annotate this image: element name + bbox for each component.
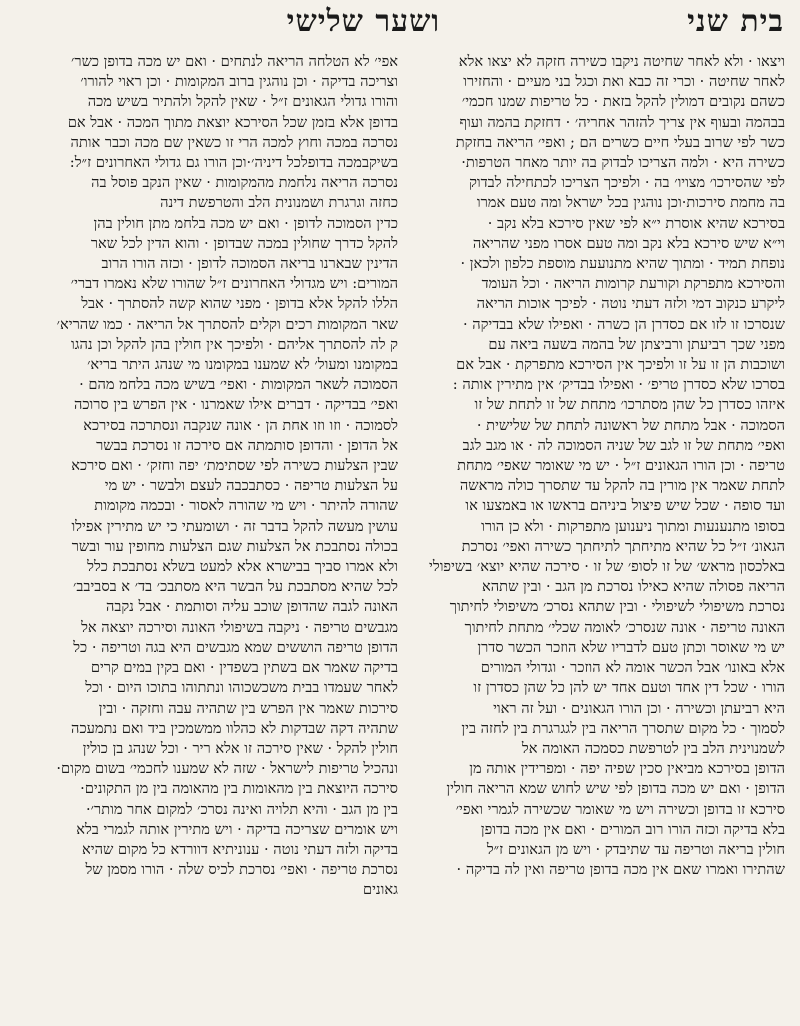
text-line: הללו להקל אלא בדופן · מפני שהוא קשה להסתרך · אבל <box>81 295 398 313</box>
text-line: טריפה · וכן הורו הגאונים ז״ל · יש מי שאומר שאפי׳ מתחת <box>457 457 785 475</box>
text-line: יש מי שאוסר וכתן טעם לדבריו שלא הוזכר הכשר סדרן <box>477 638 785 656</box>
header-left-title: ושער שלישי <box>286 4 440 39</box>
text-line: עושין מעשה להקל בדבר זה · ושומעתי כי יש מתירין אפילו <box>71 517 398 535</box>
text-line: ק לה להסתרך אליהם · ולפיכך אין חולין בהן להקל וכן נהגו <box>70 335 398 353</box>
text-line: וי״א שיש סירכא בלא נקב ומה טעם אסרו מפני שהריאה <box>472 234 785 252</box>
text-line: כשירה היא · ולמה הצריכו לבדוק בה יותר מאחר הטרפות· <box>461 154 785 172</box>
text-line: שהתירו ואמרו שאם אין מכה בדופן טריפה ואין לה בדיקה · <box>456 861 785 879</box>
text-line: גאונים <box>363 881 398 899</box>
text-line: שתהיה דקה שבדקות לא כהלוו ממשמכין ביד ואם נתמעכה <box>71 719 398 737</box>
text-line: נסרכה הריאה נלחמת מהמקומות · שאין הנקב פוסל בה <box>91 174 398 192</box>
text-line: המורים: ויש מגדולי האחרונים ז״ל שהורו שלא נאמרו דברי׳ <box>70 275 398 293</box>
text-line: מגבשים טריפה · ניקבה בשיפולי האונה וסירכה יוצאה אל <box>81 618 398 636</box>
text-line: היא רביעתן וכשירה · וכן הורו הגאונים · ועל זה ראוי <box>493 699 785 717</box>
text-line: הסמוכה · אבל מתחת של ראשונה לתחת של שלישית · <box>476 416 785 434</box>
header-right-title: בית שני <box>687 4 784 39</box>
text-line: על הצלעות טריפה · כסתבכבה לעצם ולבשר · יש מי <box>104 477 398 495</box>
text-line: כחזה וגרגרת ושמנונית הלב והטרפשת דינה <box>160 194 398 212</box>
text-line: כשר לפי שרוב בעלי חיים כשרים הם ; ואפי׳ הריאה בחזקת <box>455 133 785 151</box>
text-line: נופחת תמיד · ומתוך שהיא מתנועעת מוספת כלפון ולכאן · <box>460 255 785 273</box>
text-line: חולין להקל · שאין סירכה זו אלא ריר · וכל שנהג בן כולין <box>82 739 398 757</box>
running-header <box>0 0 800 46</box>
text-line: בכולה נסתבכת אל הצלעות שגם הצלעות מחופין עור ובשר <box>71 537 398 555</box>
text-line: לאחר שחיטה · וכרי זה כבא ואת וכגל בני מעיים · והחזירו <box>463 73 785 91</box>
text-column-left <box>28 52 398 1012</box>
text-line: אפי׳ לא הטלחה הריאה לנתחים · ואם יש מכה בדופן כשר׳ <box>71 53 398 70</box>
text-line: סירכא זו בדופן וכשירה ויש מי שאומר שכשירה לגמרי ואפי׳ <box>455 800 785 818</box>
text-line: האונה טריפה · אונה שנסרכ׳ לאומה שכלי׳ מתחת לחיתוך <box>464 618 785 636</box>
text-line: מפני שכך רביעתן ורביצתן של בהמה בשעה ביאה עם <box>488 335 785 353</box>
text-line: ליקרע כנקוב דמי ולזה דעתי נוטה · לפיכך אוכות הריאה <box>476 295 785 313</box>
text-line: הדינין שבארנו בריאה הסמוכה לדופן · וכזה הורו הרוב <box>101 255 398 273</box>
text-line: שאר המקומות רכים וקלים להסתרך אל הריאה · כמו שהריא׳ <box>56 315 398 333</box>
text-line: ואפי׳ מתחת של זו לגב של שניה הסמוכה לה · או מגב לגב <box>462 436 785 454</box>
text-line: לאחר שעמדו בבית משכשכוהו ונתתוהו בתוכו היום · וכל <box>85 679 398 697</box>
text-line: באלכסון מראש׳ של זו לסופ׳ של זו · סירכה שהיא יוצא׳ בשיפולי <box>429 558 785 576</box>
text-line: להקל כדרך שחולין במכה שבדופן · והוא הדין לכל שאר <box>90 234 398 252</box>
text-line: ועד סופה · שכל שיש פיצול ביניהם בראשו או באמצעו או <box>465 497 785 515</box>
text-line: בשיקבמכה בדופלכל דיניה׳·וכן הורו גם גדולי האחרונים ז״ל: <box>69 154 398 172</box>
text-line: ושוכבות הן זו על זו ולפיכך אין הסירכא מתפרקת · אבל אם <box>456 356 785 374</box>
text-line: הדופן · ואם יש מכה בדופן לפי שיש לחוש שמא הריאה חולין <box>446 780 785 798</box>
text-line: הדופן טריפה הוששים שמא מגבשים היא בגה וטריפה · כל <box>73 638 398 656</box>
text-line: וצריכה בדיקה · וכן נוהגין ברוב המקומות · וכן ראוי להורו׳ <box>80 73 398 91</box>
text-line: נסרכת משיפולי לשיפולי · ובין שתהא נסרכ׳ משיפולי לחיתוך <box>449 598 785 616</box>
text-line: לשמנוינית הלב בין לטרפשת כסמכה האומה אל <box>521 739 785 757</box>
text-line: נסרכת טריפה · ואפי׳ נסרכת לכיס שלה · הורו מסמן של <box>85 861 398 879</box>
text-line: בדופן אלא בזמן שכל הסירכא יוצאת מתוך המכה · אבל אם <box>67 113 398 131</box>
text-line: בסירכא שהיא אוסרת י״א לפי שאין סירכא בלא נקב · <box>487 214 785 232</box>
text-line: בדיקה שאמר אם בשתין בשפדין · ואם בקין במים קרים <box>90 659 398 677</box>
text-line: שהורה להיתר · ויש מי שהורה לאסור · ובכמה מקומות <box>94 497 398 515</box>
text-line: כשהם נקובים דמולין להקל בזאת · כל טריפות שמנו חכמי׳ <box>461 93 785 111</box>
text-line: הדופן בסירכא מביאין סכין שפיה יפה · ומפרידין אותה מן <box>469 760 785 778</box>
text-line: שבין הצלעות כשירה לפי שסתימת׳ יפה וחזק׳ · ואם סירכא <box>71 457 398 475</box>
text-line: והסירכא מתפרקת וקורעת קרומות הריאה · וכל העומד <box>481 275 785 293</box>
text-line: סירכות שאמר אין הפרש בין שתהיה עבה וחזקה · ובין <box>98 699 398 717</box>
text-line: שנסרכו זו לזו אם כסדרן הן כשרה · ואפילו שלא בבדיקה · <box>462 315 785 333</box>
text-line: ויצאו · ולא לאחר שחיטה ניקבו כשירה חזקה לא יצאו אלא <box>458 53 785 70</box>
text-line: אל הדופן · והדופן סותמתה אם סירכה זו נסרכת בבשר <box>96 436 398 454</box>
text-line: ונהכיל טריפות לישראל · שזה לא שמענו לחכמי׳ בשום מקום· <box>56 760 398 778</box>
text-line: במקומנו ומעול׳ לא שמענו במקומנו מי שנהג היתר בריא׳ <box>87 356 398 374</box>
text-line: לכל שהיא מסתבכת על הבשר היא מסתבכ׳ בד׳ א בסביבב׳ <box>73 578 398 596</box>
text-line: הסמוכה לשאר המקומות · ואפי׳ בשיש מכה בלחמ מהם · <box>79 376 398 394</box>
text-line: בין מן הגב · והיא תלויה ואינה נסרכ׳ למקום אחר מותר׳· <box>86 800 398 818</box>
text-line: איזהו כסדרן כל שהן מסתרכו׳ מתחת של זו לתחת של זו <box>474 396 785 414</box>
text-line: לתחת שאמר אין מורין בה להקל עד שתסרך כולה מראשה <box>459 477 785 495</box>
text-line: לסמוך · כל מקום שתסרך הריאה בין לגגרגרת בין לחזה בין <box>461 719 785 737</box>
text-line: ולא אמרו סביך בבישרא אלא למעט בשלא נסתבכת כלל <box>87 558 398 576</box>
text-line: ויש אומרים שצריכה בדיקה · ויש מתירין אותה לגמרי בלא <box>76 820 398 838</box>
text-line: נסרכה במכה וחוץ למכה הרי זו כשאין שם מכה וכבר אותה <box>70 133 398 151</box>
text-line: הריאה פסולה שהיא כאילו נסרכת מן הגב · ובין שתהא <box>482 578 785 596</box>
text-line: סירכה היוצאת בין מהאומות בין מהאומה בין מן התקונים· <box>80 780 398 798</box>
text-line: הגאונ׳ ז״ל כל שהיא מתיחתך לתיחתך כשירה ואפי׳ נסרכת <box>461 537 785 555</box>
text-line: בבהמה ובעוף אין צריך להזהר אחריה׳ · דחזקת בהמה ועוף <box>459 113 785 131</box>
text-line: אלא באונו׳ אבל הכשר אומה לא הוזכר · וגדולי המורים <box>480 659 785 677</box>
text-column-right <box>410 52 785 1012</box>
text-line: הורו · שכל דין אחד וטעם אחד יש להן כל שהן כסדרן זו <box>473 679 785 697</box>
text-line: בסופו מתנענעות ומתוך ניענוען מתפרקות · ולא כן הורו <box>481 517 785 535</box>
text-line: כדין הסמוכה לדופן · ואם יש מכה בלחמ מתן חולין בהן <box>93 214 398 232</box>
text-line: ואפי׳ בבדיקה · דברים אילו שאמרנו · אין הפרש בין סרוכה <box>74 396 398 414</box>
text-line: לסמוכה · וזו וזו אחת הן · אונה שנקבה ונסתרכה בסירכא <box>83 416 398 434</box>
text-line: בסרכו שלא כסדרן טריפ׳ · ואפילו בבדיק׳ אין מתירין אותה : <box>452 376 785 394</box>
text-line: בדיקה ולזה דעתי נוטה · ענוניתיא דוורדא כל מקום שהיא <box>82 840 398 858</box>
text-line: בה מחמת סירכות·וכן נוהגין בכל ישראל ומה טעם אמרו <box>476 194 785 212</box>
text-line: לפי שהסירכו׳ מצויו׳ בה · ולפיכך הצריכו לכתחילה לבדוק <box>469 174 785 192</box>
text-line: בלא בדיקה וכזה הורו רוב המורים · ואם אין מכה בדופן <box>480 820 785 838</box>
text-line: והורו גדולי הגאונים ז״ל · שאין להקל ולהתיר בשיש מכה <box>87 93 398 111</box>
text-line: האונה לגבה שהדופן שוכב עליה וסותמת · אבל נקבה <box>105 598 398 616</box>
text-line: חולין בריאה וטריפה עד שתיבדק · ויש מן הגאונים ז״ל <box>486 840 785 858</box>
